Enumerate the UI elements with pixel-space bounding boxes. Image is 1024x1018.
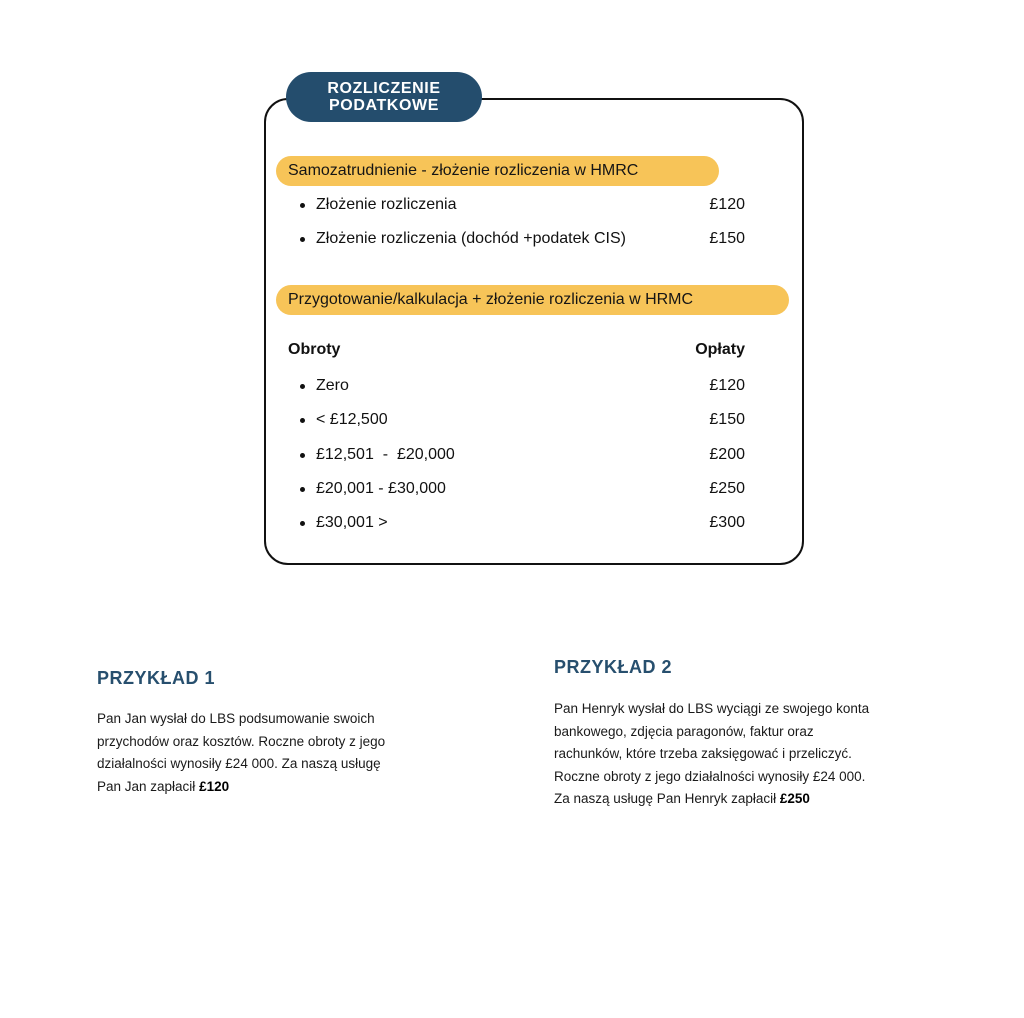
example-text-line: działalności wynosiły £24 000. Za naszą usługę — [97, 756, 381, 771]
price-row — [300, 374, 745, 398]
section-self-employment-header — [276, 156, 719, 186]
example-text-line: Pan Henryk wysłał do LBS wyciągi ze swojego konta — [554, 701, 870, 716]
example-1-amount: £120 — [199, 778, 230, 794]
bullet-icon — [300, 453, 305, 458]
turnover-label: £12,501 - £20,000 — [316, 446, 455, 463]
service-price: £150 — [709, 230, 745, 247]
fee-price: £250 — [709, 480, 745, 497]
fee-price: £200 — [709, 446, 745, 463]
example-text-line: Roczne obroty z jego działalności wynosiły £24 000. — [554, 768, 866, 784]
price-row — [300, 193, 745, 217]
tag-line-2: PODATKOWE — [329, 97, 439, 114]
price-row — [300, 477, 745, 501]
bullet-icon — [300, 418, 305, 423]
turnover-label: Zero — [316, 377, 349, 394]
service-label: Złożenie rozliczenia — [316, 196, 457, 213]
bullet-icon — [300, 384, 305, 389]
example-text-line: przychodów oraz kosztów. Roczne obroty z jego — [97, 733, 386, 749]
fee-price: £120 — [709, 377, 745, 394]
section-preparation-header — [276, 285, 789, 315]
example-text-line: Pan Jan wysłał do LBS podsumowanie swoich — [97, 711, 375, 726]
example-2-amount: £250 — [779, 791, 810, 806]
service-label: Złożenie rozliczenia (dochód +podatek CIS) — [316, 230, 626, 247]
price-row — [300, 511, 745, 535]
turnover-label: £20,001 - £30,000 — [316, 480, 446, 497]
example-text-line: bankowego, zdjęcia paragonów, faktur oraz — [554, 723, 814, 739]
tax-return-tag — [286, 72, 482, 122]
tag-line-1: ROZLICZENIE — [327, 80, 441, 97]
section-title: Samozatrudnienie - złożenie rozliczenia w HMRC — [288, 162, 639, 179]
section-title: Przygotowanie/kalkulacja + złożenie rozliczenia w HRMC — [288, 291, 694, 308]
fee-price: £150 — [709, 411, 745, 428]
example-2-text — [554, 698, 974, 811]
example-text-line: Za naszą usługę Pan Henryk zapłacił £250 — [554, 791, 810, 806]
service-price: £120 — [709, 196, 745, 213]
fees-column-header: Opłaty — [695, 341, 745, 358]
price-row — [300, 408, 745, 432]
example-2-title: PRZYKŁAD 2 — [554, 657, 673, 677]
bullet-icon — [300, 521, 305, 526]
bullet-icon — [300, 203, 305, 208]
turnover-label: £30,001 > — [316, 514, 388, 531]
bullet-icon — [300, 237, 305, 242]
price-row — [300, 443, 745, 467]
turnover-column-header: Obroty — [288, 341, 341, 358]
turnover-label: < £12,500 — [316, 411, 388, 428]
example-text-line: Pan Jan zapłacił £120 — [97, 778, 230, 794]
price-row — [300, 227, 745, 251]
fee-price: £300 — [709, 514, 745, 531]
bullet-icon — [300, 487, 305, 492]
example-1-text — [97, 708, 477, 798]
example-text-line: rachunków, które trzeba zaksięgować i przeliczyć. — [554, 746, 852, 761]
example-1-title: PRZYKŁAD 1 — [97, 668, 216, 688]
